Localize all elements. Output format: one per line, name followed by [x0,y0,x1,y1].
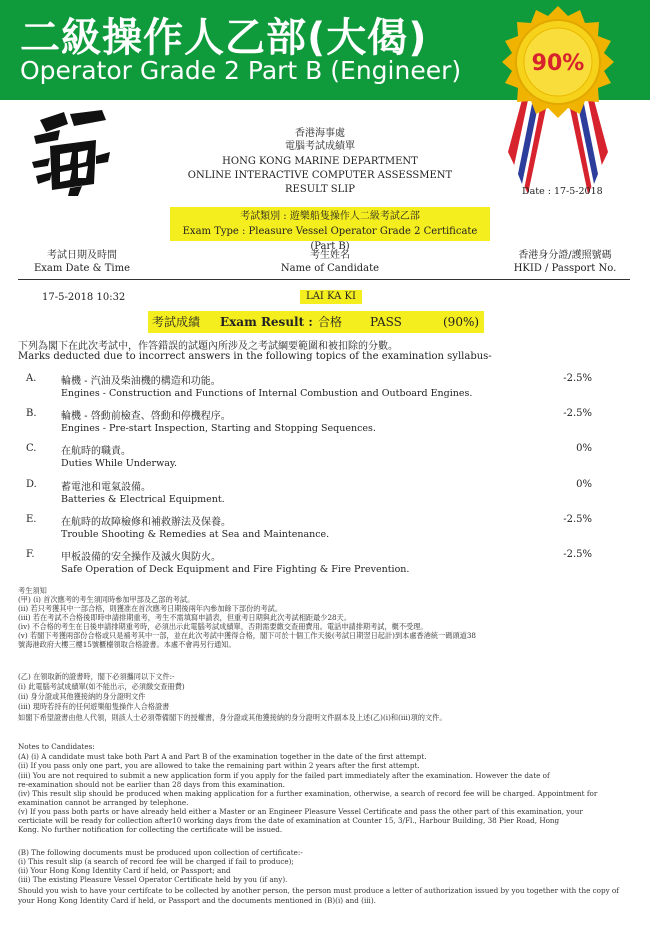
exam-result-box [148,311,484,333]
topic-letter: E. [26,514,37,525]
exam-type-box [170,207,490,252]
topic-deduction: 0% [576,479,592,490]
column-header-id-en: HKID / Passport No. [513,263,617,274]
slip-title-english: RESULT SLIP [285,184,355,195]
topic-english: Batteries & Electrical Equipment. [61,494,225,505]
badge-score-text: 90% [531,51,585,76]
topic-chinese: 輪機 - 汽油及柴油機的構造和功能。 [61,376,221,387]
slip-date: Date : 17-5-2018 [522,186,603,197]
column-header-id [500,249,630,275]
note-line: (iv) This result slip should be produced when making application for a further examination, otherwise, a search of record fee will be charged. Appointment for [18,789,598,798]
note-line: (v) If you pass both parts or have already held either a Master or an Engineer Pleasure Vessel Certificate and pass the other part of this examination, your [18,807,583,816]
note-line: (iii) You are not required to submit a new application form if you apply for the failed part immediately after the examination. However the date of [18,771,550,780]
marine-department-logo-icon [30,106,112,198]
candidate-name-value: LAI KA KI [300,290,362,304]
note-line: 考生須知 [18,586,47,595]
topic-english: Safe Operation of Deck Equipment and Fire Fighting & Fire Prevention. [61,564,410,575]
exam-type-english: Exam Type : Pleasure Vessel Operator Grade 2 Certificate (Part B) [182,226,478,252]
award-ribbon-badge [478,2,638,202]
note-line: 號海港政府大樓三樓15號櫃檯領取合格證書。本處不會再另行通知。 [18,640,236,649]
topic-deduction: 0% [576,443,592,454]
topic-chinese: 在航時的職責。 [61,446,131,457]
note-line: certiciate will be ready for collection after10 working days from the date of examination at Counter 15, 3/Fl., Harbour Building, 38 Pier Road, Hong [18,816,560,825]
note-line: (iii) The existing Pleasure Vessel Operator Certificate held by you (if any). [18,875,288,884]
topic-letter: B. [26,408,37,419]
topic-letter: C. [26,443,37,454]
topic-english: Duties While Underway. [61,458,177,469]
note-line: (iii) 若在考試不合格後即時申請排期重考，考生不需填寫申請表，但重考日期與此次考試相距最少28天。 [18,613,352,622]
note-line: examination cannot be arranged by telephone. [18,798,189,807]
slip-title-chinese: 電腦考試成績單 [285,141,355,152]
banner-title-english: Operator Grade 2 Part B (Engineer) [20,56,462,85]
topic-deduction: -2.5% [563,373,592,384]
topic-letter: D. [26,479,37,490]
note-line: (甲) (i) 首次應考的考生須同時參加甲部及乙部的考試。 [18,595,195,604]
note-line: (ii) Your Hong Kong Identity Card if held, or Passport; and [18,866,231,875]
topic-chinese: 蓄電池和電氣設備。 [61,482,151,493]
result-label-chinese: 考試成績 [152,315,201,329]
column-header-date [22,249,142,275]
note-line: Kong. No further notification for collecting the certificate will be issued. [18,825,283,834]
note-line: (乙) 在領取新的證書時，閣下必須攜同以下文件:- [18,672,175,681]
result-score: (90%) [443,315,480,329]
note-line: (i) 此電腦考試成績單(如不能出示，必須繳交查冊費) [18,682,185,691]
column-header-name-en: Name of Candidate [280,263,380,274]
topic-letter: A. [26,373,37,384]
note-line: re-examination should not be earlier than 28 days from this examination. [18,780,285,789]
note-line: your Hong Kong Identity Card if held, or Passport and the documents mentioned in (B)(i) and (iii). [18,896,376,905]
note-line: Should you wish to have your certifcate to be collected by another person, the person must produce a letter of authorization issued by you together with the copy of [18,886,619,895]
note-line: (A) (i) A candidate must take both Part A and Part B of the examination together in the date of the first attempt. [18,752,427,761]
result-value-chinese: 合格 [318,315,343,329]
note-line: (i) This result slip (a search of record fee will be charged if fail to produce); [18,857,294,866]
result-label-english: Exam Result : [220,315,313,329]
topic-deduction: -2.5% [563,514,592,525]
column-header-date-en: Exam Date & Time [33,263,130,274]
assessment-name-english: ONLINE INTERACTIVE COMPUTER ASSESSMENT [187,170,453,181]
topic-chinese: 甲板設備的安全操作及滅火與防火。 [61,552,221,563]
topic-chinese: 在航時的故障檢修和補救辦法及保養。 [61,517,231,528]
exam-type-chinese: 考試類別 : 遊樂船隻操作人二級考試乙部 [240,211,420,222]
note-line: (iii) 現時若持有的任何遊樂船隻操作人合格證書 [18,702,170,711]
note-line: Notes to Candidates: [18,742,95,751]
column-header-name-zh: 考生姓名 [310,250,350,261]
note-line: (B) The following documents must be produced upon collection of certificate:- [18,848,303,857]
note-line: (ii) 身分證或其他獲接納的身分證明文件 [18,692,146,701]
exam-datetime-value: 17-5-2018 10:32 [42,292,126,303]
column-header-name [270,249,390,275]
note-line: 如閣下希望證書由他人代領，則該人士必須帶備閣下的授權書，身分證或其他獲接納的身分證明文件副本及上述(乙)(i)和(iii)項的文件。 [18,713,447,722]
result-value-english: PASS [370,315,402,329]
topic-chinese: 輪機 - 啓動前檢查、啓動和停機程序。 [61,411,231,422]
topic-english: Engines - Pre-start Inspection, Starting and Stopping Sequences. [61,423,376,434]
topic-deduction: -2.5% [563,549,592,560]
banner-title-chinese: 二級操作人乙部(大偈) [20,15,428,61]
note-line: (v) 若閣下考獲兩部份合格或只是補考其中一部，並在此次考試中獲得合格，閣下可於十個工作天後(考試日期翌日起計)到本處香港統一碼頭道38 [18,631,476,640]
dept-name-english: HONG KONG MARINE DEPARTMENT [222,156,418,167]
dept-name-chinese: 香港海事處 [295,128,345,139]
column-header-id-zh: 香港身分證/護照號碼 [518,250,612,261]
deduction-intro-chinese: 下列為閣下在此次考試中，作答錯誤的試題內所涉及之考試綱要範圍和被扣除的分數。 [18,341,398,352]
note-line: (iv) 不合格的考生在日後申請排期重考時，必須出示此電腦考試成績單，否則需要繳交查冊費用。電話申請排期考試，概不受理。 [18,622,428,631]
header-divider [18,279,630,280]
topic-deduction: -2.5% [563,408,592,419]
column-header-date-zh: 考試日期及時間 [47,250,117,261]
topic-english: Trouble Shooting & Remedies at Sea and Maintenance. [61,529,330,540]
note-line: (ii) 若只考獲其中一部合格，則獲准在首次應考日期後兩年內參加餘下部份的考試。 [18,604,283,613]
topic-letter: F. [26,549,35,560]
topic-english: Engines - Construction and Functions of Internal Combustion and Outboard Engines. [61,388,473,399]
note-line: (ii) If you pass only one part, you are allowed to take the remaining part within 2 years after the first attempt. [18,761,420,770]
deduction-intro-english: Marks deducted due to incorrect answers in the following topics of the examination syllabus- [18,351,492,362]
